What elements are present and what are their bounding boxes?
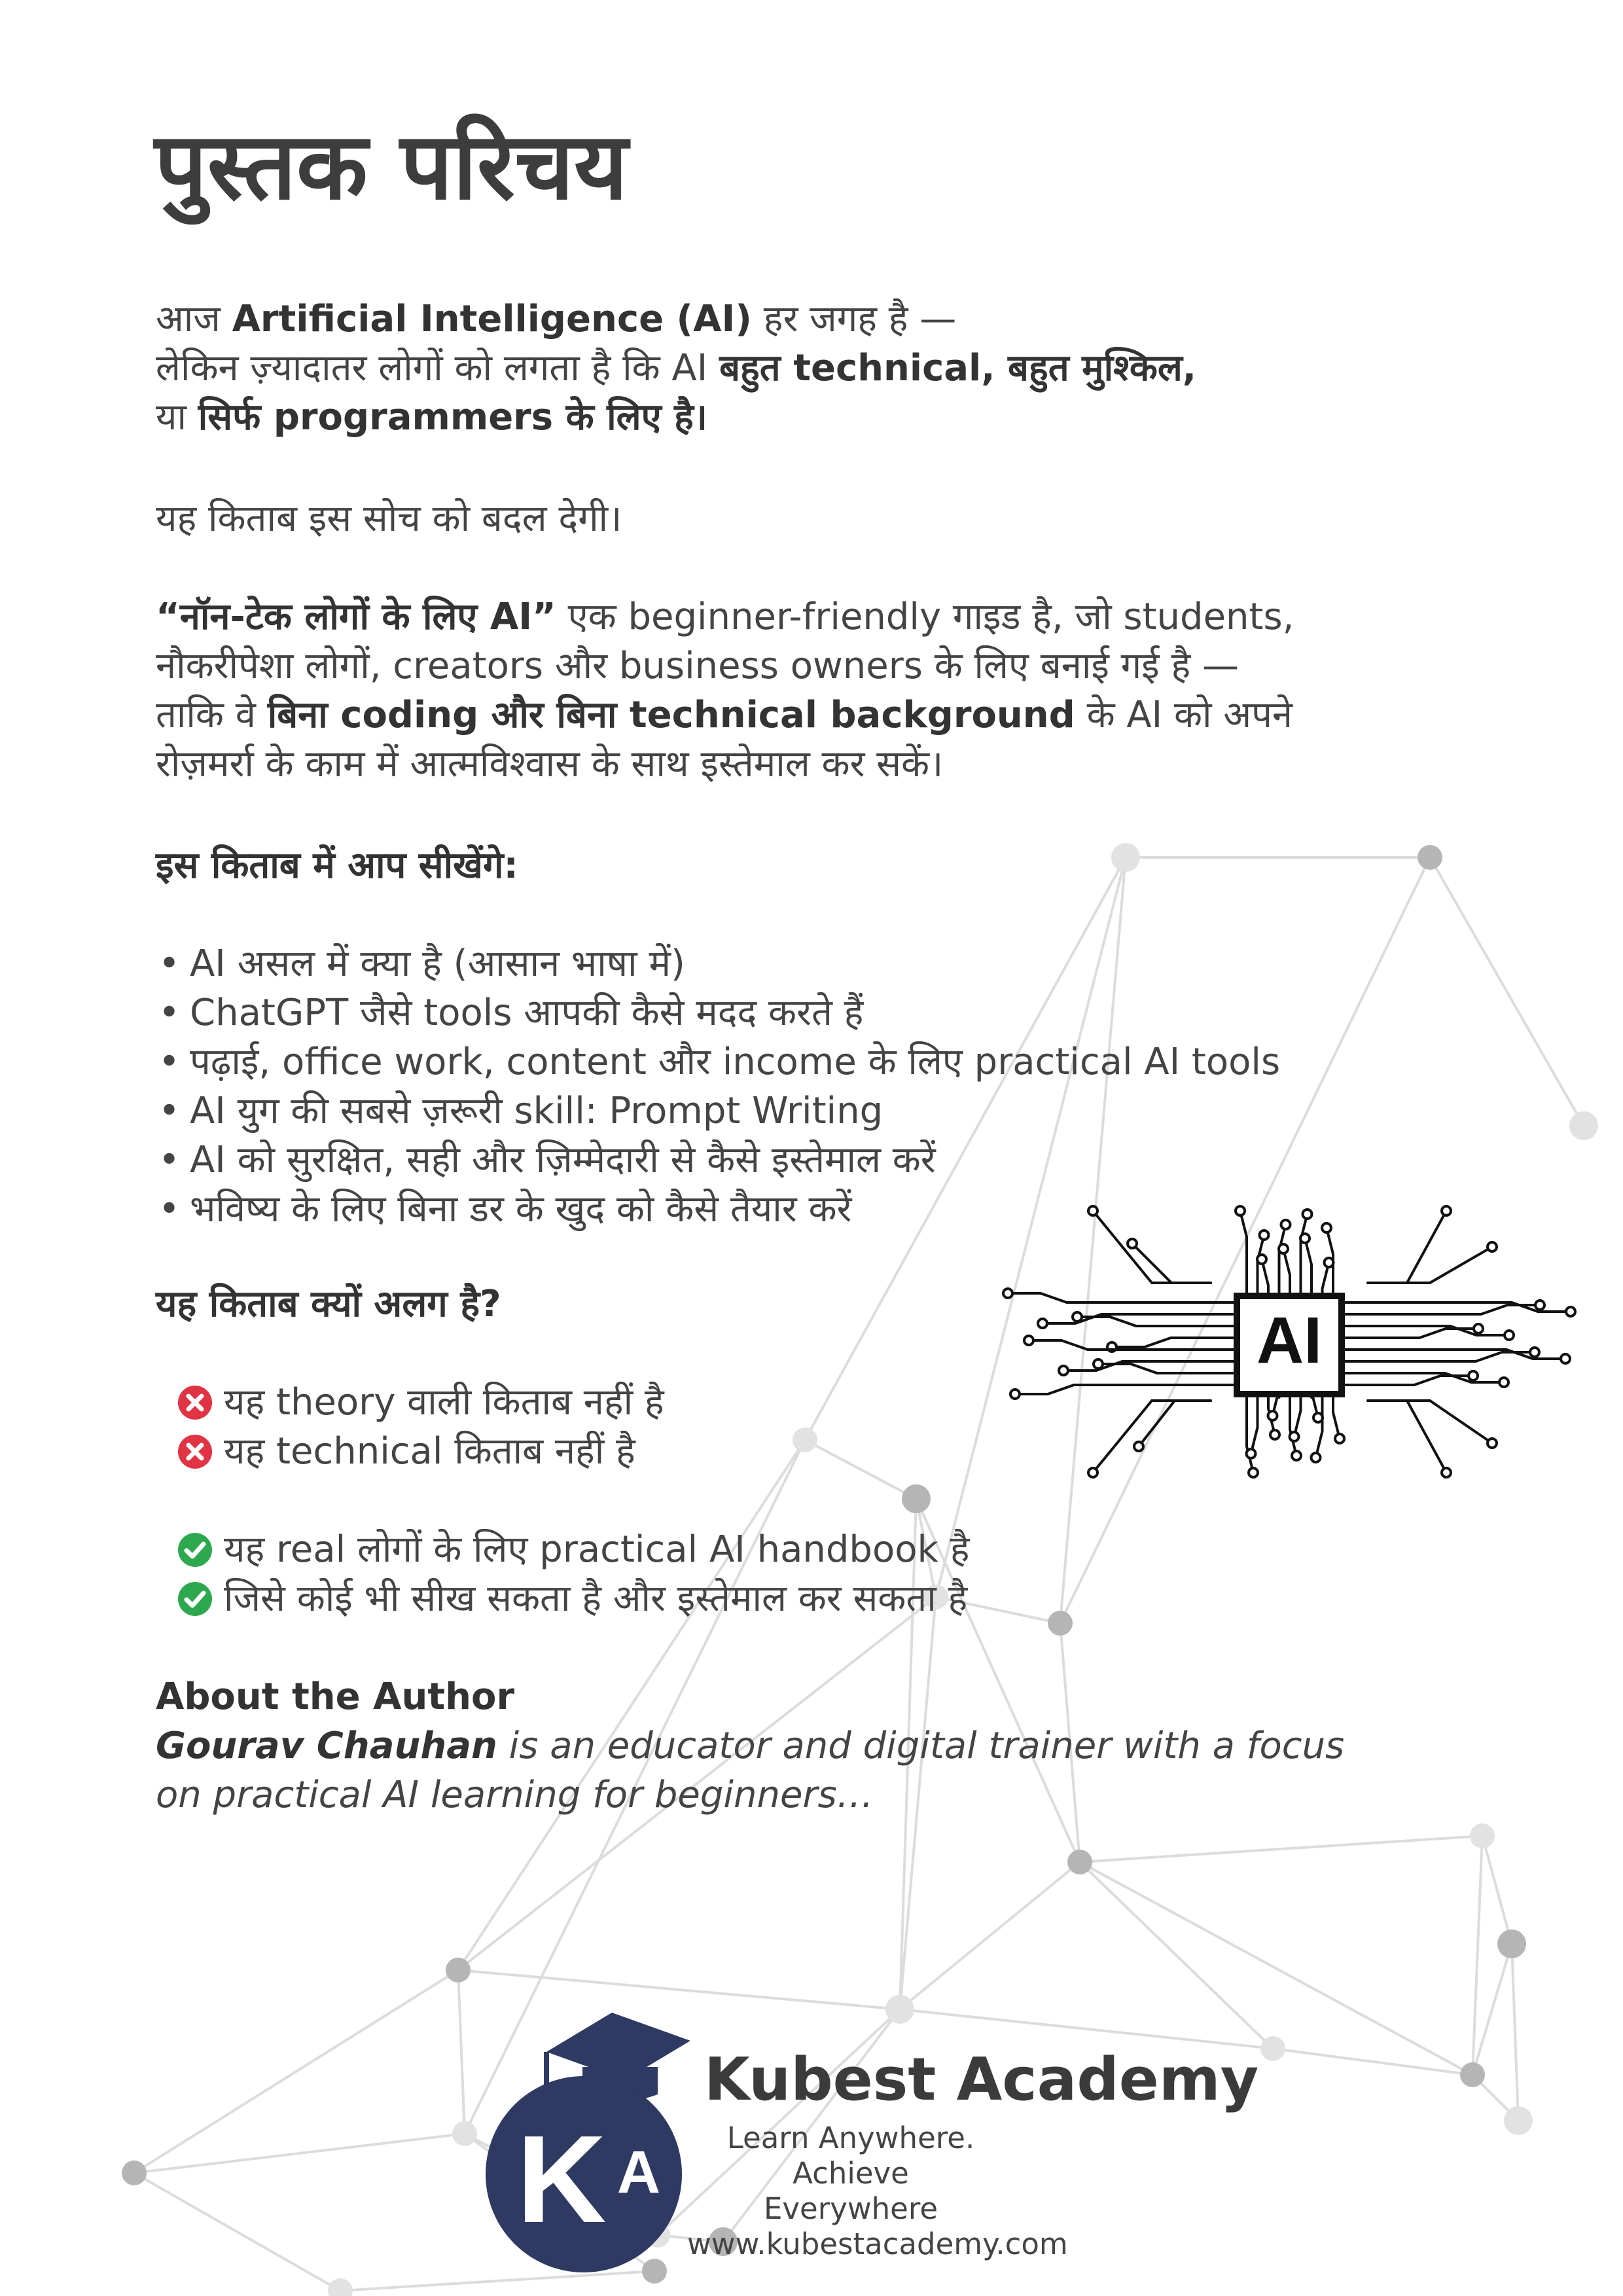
circuit-node (1488, 1439, 1497, 1448)
circuit-node (1281, 1220, 1291, 1229)
circuit-trace (1283, 1249, 1290, 1293)
circuit-node (1249, 1468, 1258, 1477)
learn-item: • AI असल में क्या है (आसान भाषा में) (158, 942, 685, 985)
circuit-trace (1043, 1314, 1234, 1323)
circuit-node (1566, 1307, 1575, 1316)
circuit-trace (1368, 1401, 1492, 1443)
graduation-cap-logo-icon (484, 1990, 700, 2278)
check-icon (177, 1532, 213, 1568)
website-link[interactable]: www.kubestacademy.com (687, 2227, 1068, 2261)
cross-icon (177, 1384, 213, 1421)
author-heading: About the Author (156, 1676, 515, 1718)
circuit-node (1292, 1451, 1301, 1460)
circuit-trace (1139, 1401, 1211, 1446)
circuit-node (1442, 1468, 1451, 1477)
learn-item: • पढ़ाई, office work, content और income के लिए practical AI tools (158, 1041, 1281, 1083)
circuit-node (1499, 1378, 1508, 1387)
circuit-node (1010, 1390, 1020, 1399)
circuit-node (1024, 1336, 1033, 1345)
circuit-node (1260, 1230, 1269, 1240)
circuit-trace (1333, 1397, 1340, 1439)
why-heading: यह किताब क्यों अलग है? (156, 1283, 501, 1325)
circuit-node (1335, 1434, 1344, 1443)
circuit-trace (1294, 1397, 1301, 1437)
cross-icon (177, 1433, 213, 1470)
circuit-trace (1316, 1397, 1323, 1458)
circuit-node (1128, 1239, 1137, 1248)
circuit-node (1257, 1255, 1266, 1264)
circuit-trace (1093, 1401, 1211, 1473)
page-title: पुस्तक परिचय (154, 113, 628, 221)
learn-item: • AI को सुरक्षित, सही और ज़िम्मेदारी से कैसे इस्तेमाल करें (158, 1139, 936, 1181)
circuit-node (1059, 1366, 1068, 1375)
circuit-trace (1077, 1317, 1234, 1326)
yes-list (177, 1525, 1551, 1623)
circuit-node (1073, 1312, 1082, 1321)
circuit-trace (1345, 1305, 1540, 1314)
circuit-node (1094, 1359, 1103, 1369)
circuit-node (1247, 1449, 1256, 1458)
circuit-trace (1368, 1247, 1492, 1283)
circuit-node (1488, 1242, 1497, 1251)
circuit-node (1311, 1453, 1321, 1462)
learn-item: • भविष्य के लिए बिना डर के खुद को कैसे तैयार करें (158, 1188, 852, 1230)
learn-item: • AI युग की सबसे ज़रूरी skill: Prompt Writing (158, 1090, 883, 1132)
circuit-node (1535, 1300, 1544, 1310)
circuit-node (1530, 1348, 1539, 1357)
circuit-trace (1368, 1401, 1446, 1473)
change-line: यह किताब इस सोच को बदल देगी। (156, 497, 622, 540)
brand-name: Kubest Academy (704, 2045, 1259, 2114)
not-item: यह technical किताब नहीं है (177, 1427, 1551, 1476)
circuit-trace (1008, 1293, 1234, 1302)
circuit-trace (1368, 1211, 1446, 1283)
brand-block (484, 1990, 1270, 2278)
circuit-node (1003, 1289, 1012, 1298)
not-item: यह theory वाली किताब नहीं है (177, 1378, 1551, 1427)
ai-chip-illustration (995, 1185, 1584, 1499)
circuit-node (1505, 1331, 1514, 1340)
circuit-node (1561, 1354, 1570, 1363)
circuit-trace (1093, 1211, 1211, 1283)
logo-letter-a: A (616, 2139, 661, 2206)
circuit-trace (1132, 1244, 1211, 1283)
circuit-node (1038, 1319, 1047, 1328)
description-paragraph: “नॉन-टेक लोगों के लिए AI” एक beginner-friendly गाइड है, जो students, नौकरीपेशा लोगों, creators और business owners के लिए बनाई गई है — ताकि वे बिना coding और बिना technical background के AI को अपने रोज़मर्रा के काम में आत्मविश्वास के साथ इस्तेमाल कर सकें। (156, 596, 1294, 785)
yes-item: जिसे कोई भी सीख सकता है और इस्तेमाल कर सकता है (177, 1574, 1551, 1623)
circuit-node (1236, 1206, 1245, 1215)
circuit-node (1270, 1430, 1279, 1439)
intro-paragraph: आज Artificial Intelligence (AI) हर जगह है — लेकिन ज़्यादातर लोगों को लगता है कि AI बहुत technical, बहुत मुश्किल, या सिर्फ programmers के लिए है। (156, 298, 1197, 439)
circuit-trace (1301, 1214, 1308, 1293)
circuit-node (1474, 1324, 1483, 1333)
logo-letter-k: K (516, 2110, 607, 2249)
author-section: About the Author Gourav Chauhan is an educator and digital trainer with a focus on practical AI learning for beginners… (156, 1672, 1530, 1820)
yes-item: यह real लोगों के लिए practical AI handbook है (177, 1525, 1551, 1574)
circuit-node (1268, 1411, 1277, 1420)
circuit-trace (1251, 1397, 1258, 1454)
circuit-node (1088, 1206, 1097, 1215)
circuit-trace (1345, 1352, 1535, 1361)
circuit-node (1279, 1244, 1288, 1253)
circuit-trace (1305, 1238, 1311, 1293)
circuit-node (1134, 1442, 1143, 1451)
circuit-node (1469, 1371, 1478, 1380)
learn-item: • ChatGPT जैसे tools आपकी कैसे मदद करते हैं (158, 992, 864, 1034)
learn-heading: इस किताब में आप सीखेंगे: (156, 844, 518, 887)
circuit-trace (1112, 1338, 1234, 1347)
circuit-node (1300, 1234, 1310, 1243)
circuit-trace (1240, 1211, 1247, 1293)
chip-label: AI (1257, 1304, 1322, 1377)
author-name: Gourav Chauhan (156, 1725, 497, 1767)
circuit-trace (1015, 1385, 1234, 1394)
brand-tagline: Learn Anywhere. Achieve Everywhere www.kubestacademy.com (687, 2121, 1068, 2261)
circuit-trace (1247, 1397, 1253, 1473)
circuit-node (1290, 1432, 1299, 1441)
circuit-node (1442, 1206, 1451, 1215)
circuit-node (1303, 1210, 1312, 1219)
circuit-node (1322, 1223, 1331, 1232)
circuit-node (1088, 1468, 1097, 1477)
circuit-trace (1098, 1364, 1234, 1373)
check-icon (177, 1581, 213, 1617)
